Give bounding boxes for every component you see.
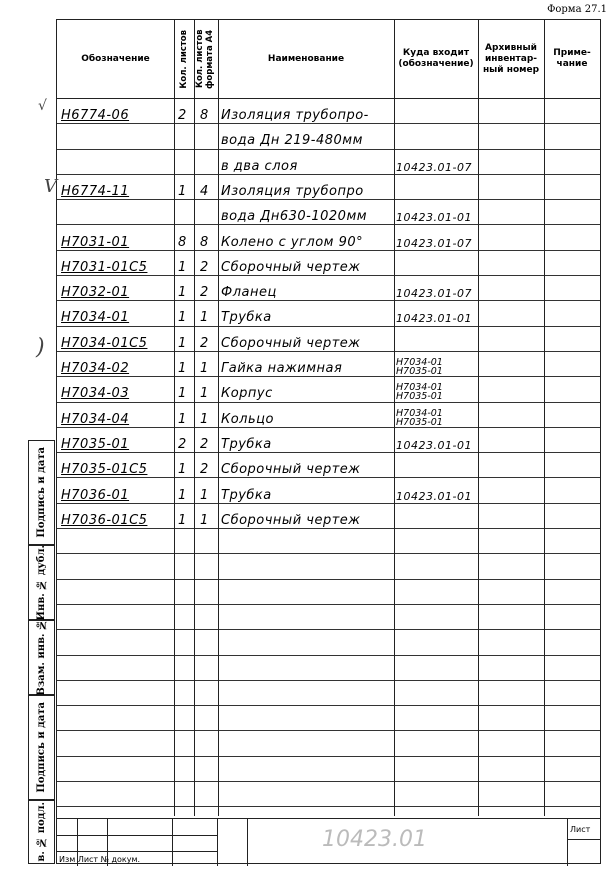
table-header xyxy=(57,20,600,99)
cell-a4-count: 8 xyxy=(200,108,209,123)
used-in-line: Н7034-01 xyxy=(396,382,443,394)
cell-designation: Н7031-01С5 xyxy=(61,259,148,275)
cell-a4-count: 1 xyxy=(200,386,209,402)
used-in-line: Н7035-01 xyxy=(396,391,443,403)
side-box-replace-inv xyxy=(28,620,55,695)
document-table xyxy=(56,19,601,864)
cell-sheet-count xyxy=(178,199,194,225)
table-row xyxy=(57,376,600,402)
table-row xyxy=(57,478,600,504)
cell-name: Сборочный чертеж xyxy=(221,512,361,528)
side-label: Подпись и дата xyxy=(36,702,47,793)
cell-designation: Н7034-03 xyxy=(61,386,130,402)
cell-used-in: 10423.01-01 xyxy=(396,211,472,225)
cell-used-in: 10423.01-07 xyxy=(396,236,472,250)
column-divider xyxy=(478,20,479,816)
cell-sheet-count: 1 xyxy=(178,411,187,427)
stamp-code: 10423.01 xyxy=(322,827,427,852)
table-row xyxy=(57,427,600,453)
cell-name: Колено с углом 90° xyxy=(221,234,364,250)
cell-designation: Н7035-01С5 xyxy=(61,462,148,478)
column-divider xyxy=(544,20,545,816)
cell-a4-count: 4 xyxy=(200,183,209,199)
cell-name: Изоляция трубопро xyxy=(221,183,364,199)
cell-sheet-count: 8 xyxy=(178,234,187,250)
cell-sheet-count: 1 xyxy=(178,386,187,402)
title-block xyxy=(57,818,600,866)
cell-used-in xyxy=(396,503,478,529)
table-row xyxy=(57,680,600,706)
cell-designation: Н7035-01 xyxy=(61,436,130,452)
cell-used-in xyxy=(396,376,478,402)
header-archive: Архивный инвентар- ный номер xyxy=(482,42,540,75)
table-row xyxy=(57,149,600,175)
header-used-in: Куда входит (обозначение) xyxy=(398,48,474,69)
cell-sheet-count: 1 xyxy=(178,462,187,478)
table-row xyxy=(57,250,600,276)
cell-sheet-count: 1 xyxy=(178,183,187,199)
table-row xyxy=(57,351,600,377)
cell-used-in xyxy=(396,98,478,124)
cell-used-in: 10423.01-01 xyxy=(396,312,472,326)
cell-a4-count: 1 xyxy=(200,310,209,326)
table-row xyxy=(57,452,600,478)
form-number: Форма 27.1 xyxy=(547,4,607,15)
used-in-line: Н7034-01 xyxy=(396,407,443,419)
cell-used-in: 10423.01-01 xyxy=(396,489,472,503)
cell-sheet-count: 2 xyxy=(178,436,187,452)
table-row xyxy=(57,326,600,352)
side-box-dup-inv xyxy=(28,545,55,620)
cell-name: Корпус xyxy=(221,386,273,402)
table-row xyxy=(57,528,600,554)
column-divider xyxy=(174,20,175,816)
table-row xyxy=(57,579,600,605)
cell-name: Трубка xyxy=(221,487,272,503)
cell-a4-count: 1 xyxy=(200,361,209,376)
cell-used-in xyxy=(396,174,478,200)
cell-name: Трубка xyxy=(221,436,272,452)
table-row xyxy=(57,705,600,731)
cell-name: в два слоя xyxy=(221,158,298,174)
cell-used-in xyxy=(396,351,478,377)
table-row xyxy=(57,781,600,807)
cell-sheet-count: 1 xyxy=(178,335,187,351)
cell-sheet-count xyxy=(178,149,194,175)
header-a4-count: Кол. листов формата А4 xyxy=(195,29,215,89)
header-name: Наименование xyxy=(267,53,345,64)
cell-name: Сборочный чертеж xyxy=(221,335,361,351)
cell-a4-count: 8 xyxy=(200,234,209,250)
header-designation: Обозначение xyxy=(81,53,150,64)
cell-a4-count xyxy=(200,149,216,175)
cell-a4-count: 1 xyxy=(200,512,209,528)
table-row xyxy=(57,553,600,579)
table-row xyxy=(57,756,600,782)
table-row xyxy=(57,300,600,326)
cell-sheet-count: 2 xyxy=(178,108,187,123)
cell-used-in xyxy=(396,250,478,276)
table-row xyxy=(57,655,600,681)
cell-designation: Н7034-01С5 xyxy=(61,335,148,351)
cell-name: вода Дн 219-480мм xyxy=(221,133,363,149)
cell-name: Изоляция трубопро- xyxy=(221,108,369,123)
title-divider xyxy=(57,851,217,852)
table-row xyxy=(57,731,600,757)
cell-used-in xyxy=(396,402,478,428)
title-divider xyxy=(172,819,173,866)
cell-a4-count: 1 xyxy=(200,487,209,503)
title-divider xyxy=(217,819,218,866)
sheet-label: Лист xyxy=(570,825,591,834)
cell-designation xyxy=(61,123,173,149)
cell-designation: Н6774-11 xyxy=(61,183,130,199)
cell-sheet-count: 1 xyxy=(178,361,187,376)
cell-a4-count: 2 xyxy=(200,259,209,275)
cell-name: Кольцо xyxy=(221,411,274,427)
cell-sheet-count: 1 xyxy=(178,310,187,326)
change-columns-label: Изм Лист № докум. xyxy=(59,855,141,864)
cell-sheet-count: 1 xyxy=(178,512,187,528)
cell-name: Трубка xyxy=(221,310,272,326)
cell-used-in: 10423.01-07 xyxy=(396,287,472,301)
table-row xyxy=(57,199,600,225)
cell-name: Гайка нажимная xyxy=(221,361,343,376)
table-row xyxy=(57,402,600,428)
column-divider xyxy=(394,20,395,816)
cell-used-in xyxy=(396,326,478,352)
cell-designation xyxy=(61,199,173,225)
column-divider xyxy=(194,20,195,816)
check-mark: √ xyxy=(38,98,47,114)
table-row xyxy=(57,225,600,251)
cell-name: вода Дн630-1020мм xyxy=(221,209,368,225)
title-divider xyxy=(567,819,568,866)
check-mark: ) xyxy=(36,335,45,360)
cell-designation: Н7031-01 xyxy=(61,234,130,250)
cell-sheet-count: 1 xyxy=(178,259,187,275)
side-label: Взам. инв. № xyxy=(36,619,47,696)
cell-name: Фланец xyxy=(221,285,277,301)
table-row xyxy=(57,123,600,149)
header-sheet-count: Кол. листов xyxy=(179,29,189,89)
cell-a4-count xyxy=(200,123,216,149)
side-box-sign-date-bottom xyxy=(28,695,55,800)
table-row xyxy=(57,174,600,200)
side-label: в. № подл. xyxy=(36,802,47,862)
cell-designation: Н7036-01С5 xyxy=(61,512,148,528)
cell-sheet-count xyxy=(178,123,194,149)
cell-designation: Н7034-02 xyxy=(61,361,130,376)
column-divider xyxy=(218,20,219,816)
cell-a4-count: 1 xyxy=(200,411,209,427)
side-label: Инв. № дубл. xyxy=(36,544,47,621)
cell-a4-count xyxy=(200,199,216,225)
used-in-line: Н7035-01 xyxy=(396,416,443,428)
cell-sheet-count: 1 xyxy=(178,285,187,301)
cell-a4-count: 2 xyxy=(200,436,209,452)
cell-designation: Н7034-04 xyxy=(61,411,130,427)
title-divider xyxy=(247,819,248,866)
header-note: Приме- чание xyxy=(553,48,591,69)
cell-designation: Н7034-01 xyxy=(61,310,130,326)
title-divider xyxy=(57,835,217,836)
table-row xyxy=(57,275,600,301)
title-divider xyxy=(567,839,600,840)
table-row xyxy=(57,503,600,529)
cell-designation xyxy=(61,149,173,175)
used-in-line: Н7035-01 xyxy=(396,366,443,377)
cell-sheet-count: 1 xyxy=(178,487,187,503)
cell-used-in xyxy=(396,123,478,149)
table-row xyxy=(57,98,600,124)
table-row xyxy=(57,604,600,630)
cell-used-in xyxy=(396,452,478,478)
cell-used-in: 10423.01-01 xyxy=(396,438,472,452)
table-row xyxy=(57,629,600,655)
cell-name: Сборочный чертеж xyxy=(221,259,361,275)
cell-a4-count: 2 xyxy=(200,335,209,351)
cell-designation: Н7036-01 xyxy=(61,487,130,503)
used-in-line: Н7034-01 xyxy=(396,357,443,368)
side-box-orig-inv xyxy=(28,800,55,864)
check-mark: V xyxy=(44,176,57,197)
cell-name: Сборочный чертеж xyxy=(221,462,361,478)
side-box-sign-date-top xyxy=(28,440,55,545)
cell-designation: Н7032-01 xyxy=(61,285,130,301)
cell-used-in: 10423.01-07 xyxy=(396,160,472,174)
cell-a4-count: 2 xyxy=(200,285,209,301)
side-label: Подпись и дата xyxy=(36,447,47,538)
cell-designation: Н6774-06 xyxy=(61,108,130,123)
cell-a4-count: 2 xyxy=(200,462,209,478)
